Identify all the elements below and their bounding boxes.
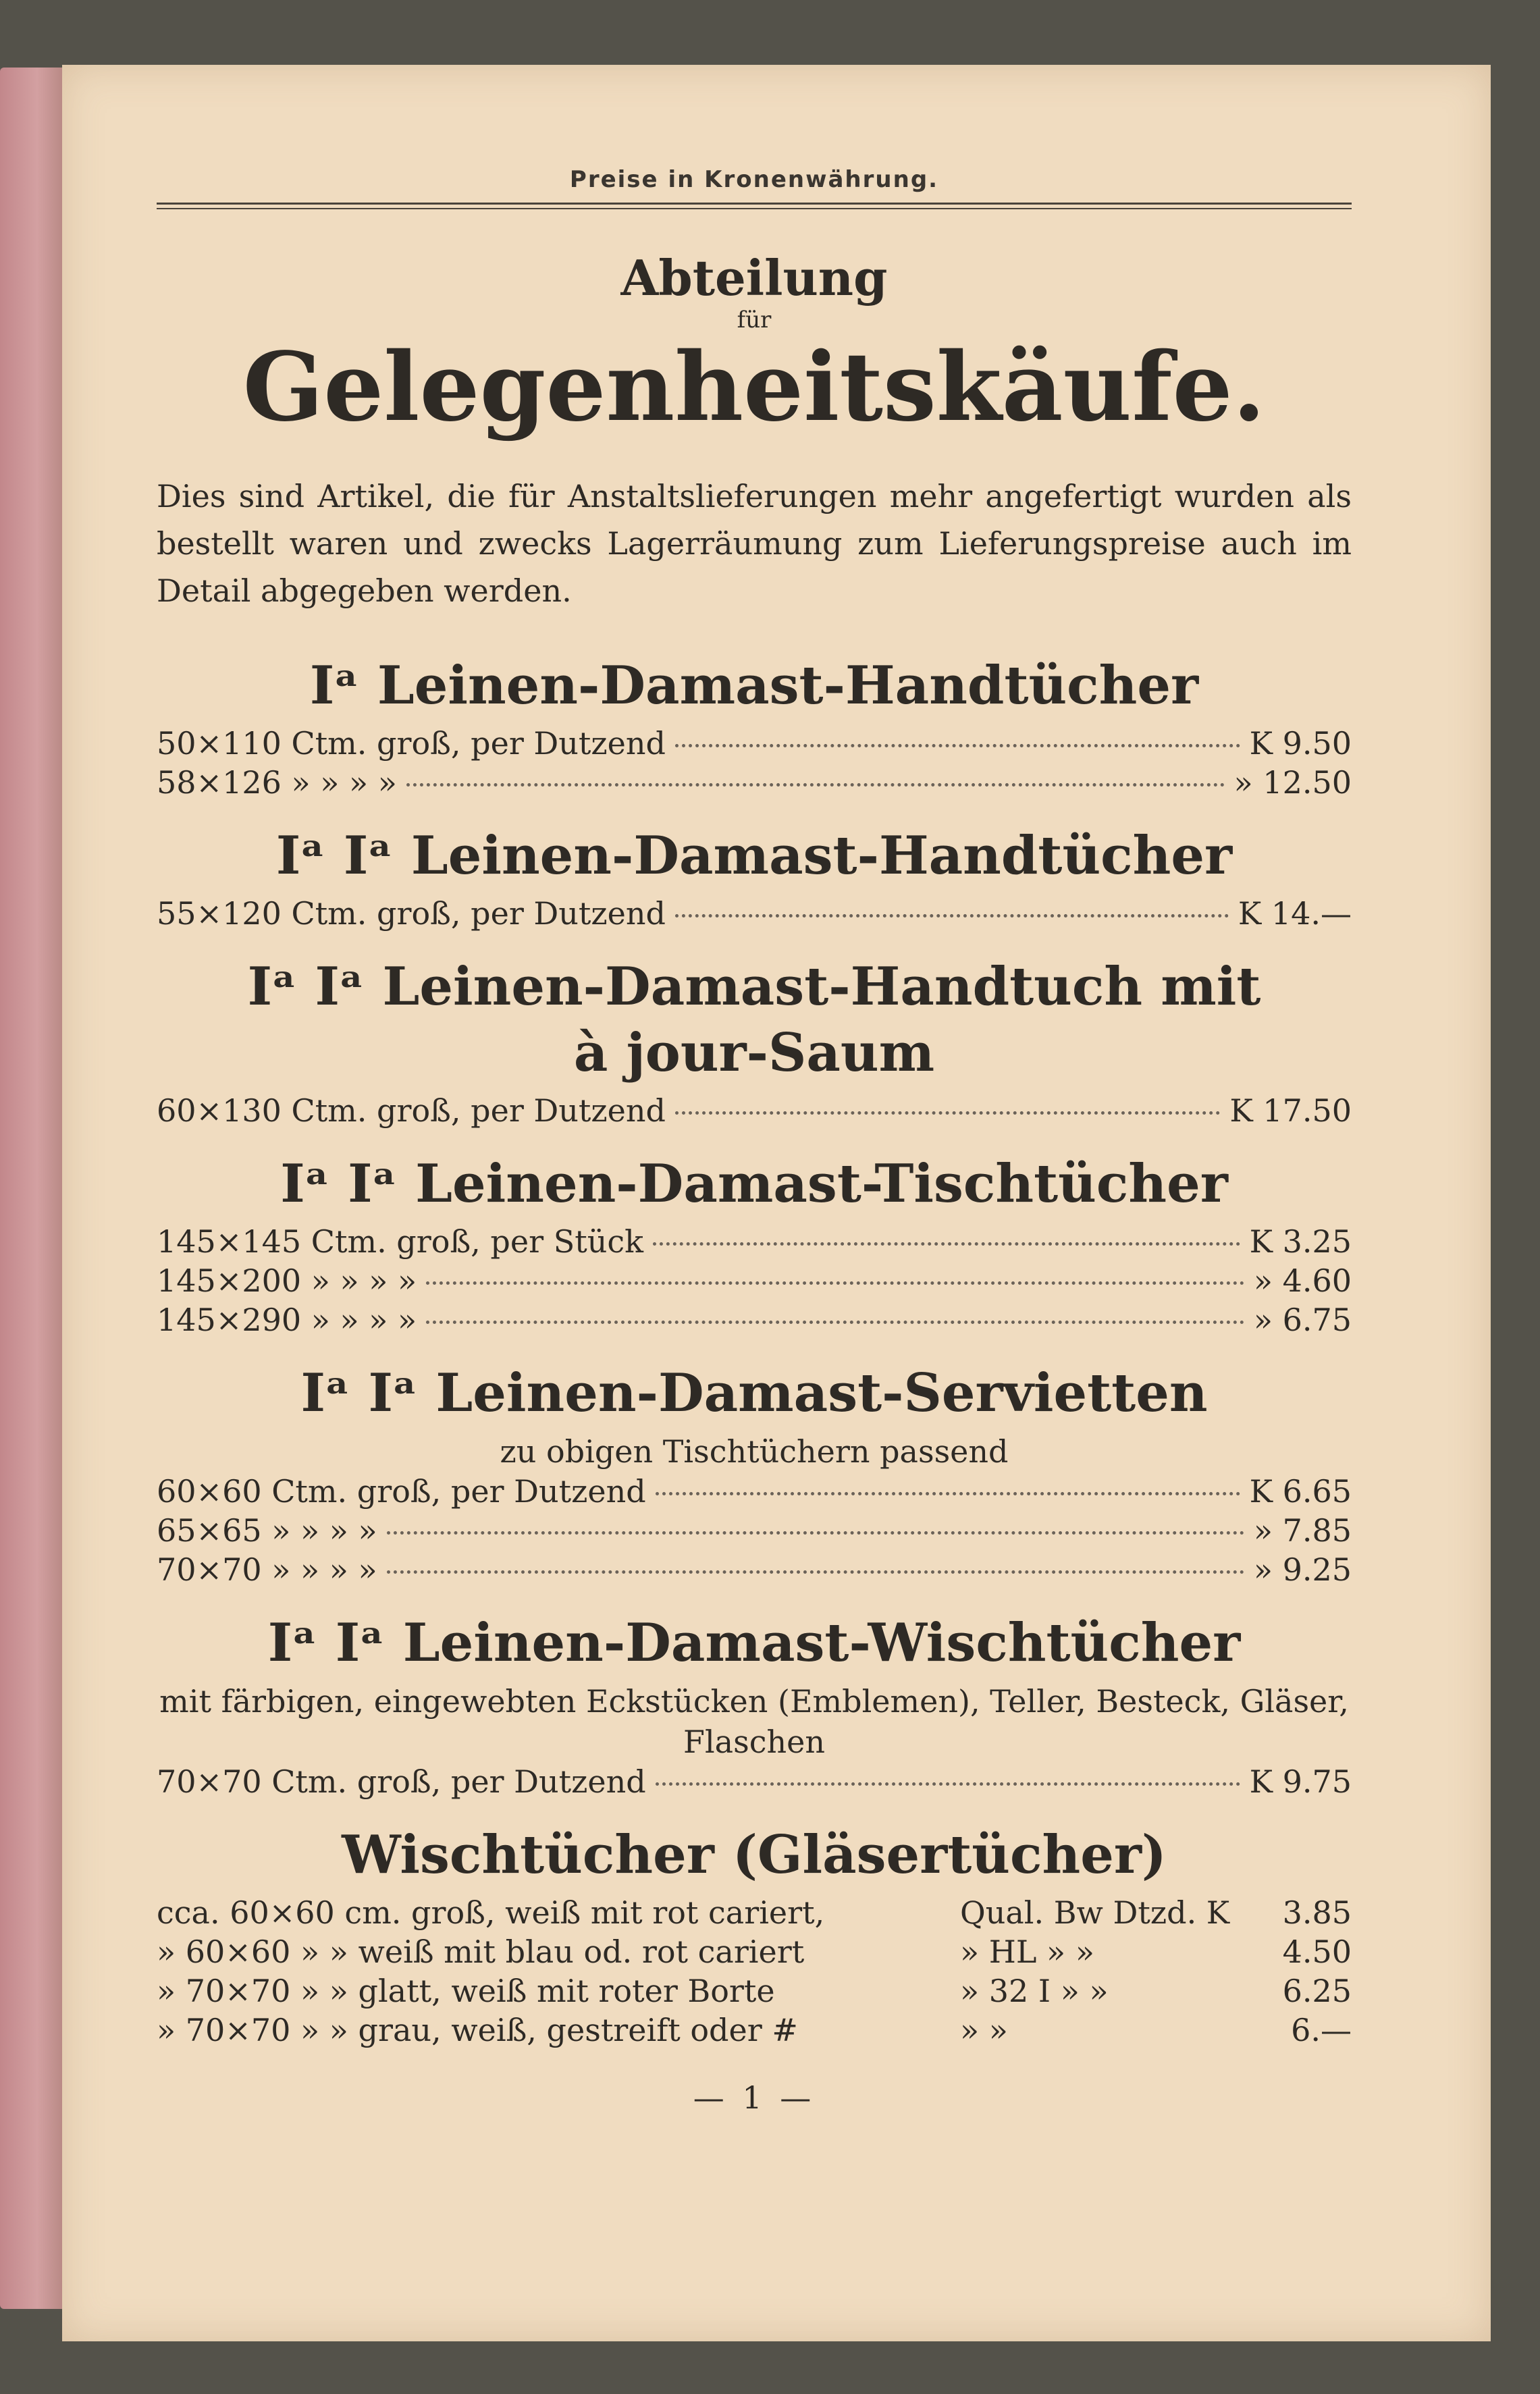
section-heading: Iᵃ Iᵃ Leinen-Damast-Handtuch mit [247,956,1261,1017]
price-row [157,1222,1352,1261]
wisch-price: 4.50 [1282,1934,1352,1970]
wisch-description: » 70×70 » » glatt, weiß mit roter Borte [157,1973,775,2009]
item-description: 70×70 » » » » [157,1551,377,1588]
dot-leader [675,1111,1220,1115]
dot-leader [426,1281,1244,1285]
price-row [157,1511,1352,1550]
section-heading: Iᵃ Iᵃ Leinen-Damast-Servietten [300,1362,1208,1424]
running-head: Preise in Kronenwährung. [569,166,939,193]
item-description: 58×126 » » » » [157,764,397,801]
intro-paragraph: Dies sind Artikel, die für Anstaltslieferungen mehr angefertigt wurden als bestellt waren und zwecks Lagerräumung zum Lieferungspreise auch im Detail abgegeben werden. [157,478,1352,609]
section-note: zu obigen Tischtüchern passend [500,1433,1009,1470]
item-price: » 7.85 [1253,1512,1352,1549]
item-price: K 9.50 [1249,725,1352,762]
wisch-row [157,1893,1352,1932]
price-row [157,1762,1352,1801]
section-heading-line-2: à jour-Saum [573,1022,935,1084]
dot-leader [675,914,1229,917]
item-price: K 6.65 [1249,1473,1352,1510]
wisch-description: cca. 60×60 cm. groß, weiß mit rot cariert, [157,1894,825,1931]
section-heading: Iᵃ Iᵃ Leinen-Damast-Handtücher [275,825,1233,886]
item-description: 145×290 » » » » [157,1302,417,1338]
item-description: 55×120 Ctm. groß, per Dutzend [157,895,666,932]
price-row [157,894,1352,933]
item-price: » 4.60 [1253,1262,1352,1299]
wisch-row [157,2011,1352,2050]
item-description: 60×130 Ctm. groß, per Dutzend [157,1092,666,1129]
item-price: » 12.50 [1233,764,1352,801]
header-rule [157,203,1352,209]
dot-leader [653,1242,1240,1246]
section-title: Abteilung [620,249,888,307]
wisch-description: » 60×60 » » weiß mit blau od. rot cariert [157,1934,805,1970]
wisch-quality: » HL » » [960,1934,1094,1970]
catalog-page [62,65,1491,2341]
section-heading: Wischtücher (Gläsertücher) [342,1824,1167,1886]
price-row [157,1472,1352,1511]
dot-leader [426,1321,1244,1324]
wisch-quality: » 32 I » » [960,1973,1109,2009]
page-content [157,166,1352,2116]
section-heading: Iᵃ Iᵃ Leinen-Damast-Tischtücher [280,1153,1228,1215]
section-heading: Iᵃ Iᵃ Leinen-Damast-Wischtücher [267,1612,1241,1674]
item-price: » 9.25 [1253,1551,1352,1588]
item-price: K 14.— [1238,895,1352,932]
price-row [157,1091,1352,1130]
wisch-row [157,1971,1352,2011]
item-description: 145×145 Ctm. groß, per Stück [157,1223,643,1260]
item-description: 145×200 » » » » [157,1262,417,1299]
price-row [157,1261,1352,1300]
dot-leader [406,783,1225,787]
section-heading: Iᵃ Leinen-Damast-Handtücher [309,655,1199,716]
wisch-quality: Qual. Bw Dtzd. K [960,1894,1230,1931]
item-price: K 9.75 [1249,1763,1352,1800]
wisch-price: 3.85 [1282,1894,1352,1931]
price-row [157,1300,1352,1339]
item-description: 60×60 Ctm. groß, per Dutzend [157,1473,646,1510]
item-description: 65×65 » » » » [157,1512,377,1549]
item-description: 50×110 Ctm. groß, per Dutzend [157,725,666,762]
section-subtitle: für [737,307,772,334]
dot-leader [656,1492,1240,1495]
wisch-quality: » » [960,2012,1008,2048]
price-row [157,763,1352,802]
wisch-row [157,1932,1352,1971]
dot-leader [387,1570,1244,1574]
wisch-price: 6.25 [1282,1973,1352,2009]
section-note: mit färbigen, eingewebten Eckstücken (Emblemen), Teller, Besteck, Gläser, Flaschen [159,1683,1349,1760]
dot-leader [387,1531,1244,1535]
wisch-price: 6.— [1291,2012,1352,2048]
dot-leader [675,744,1240,747]
adjacent-page-edge [0,68,62,2309]
price-row [157,1550,1352,1589]
item-description: 70×70 Ctm. groß, per Dutzend [157,1763,646,1800]
page-number: — 1 — [693,2079,816,2116]
dot-leader [656,1782,1240,1786]
price-row [157,724,1352,763]
item-price: K 17.50 [1229,1092,1352,1129]
item-price: K 3.25 [1249,1223,1352,1260]
main-title: Gelegenheitskäufe. [242,332,1266,443]
wisch-description: » 70×70 » » grau, weiß, gestreift oder # [157,2012,798,2048]
item-price: » 6.75 [1253,1302,1352,1338]
